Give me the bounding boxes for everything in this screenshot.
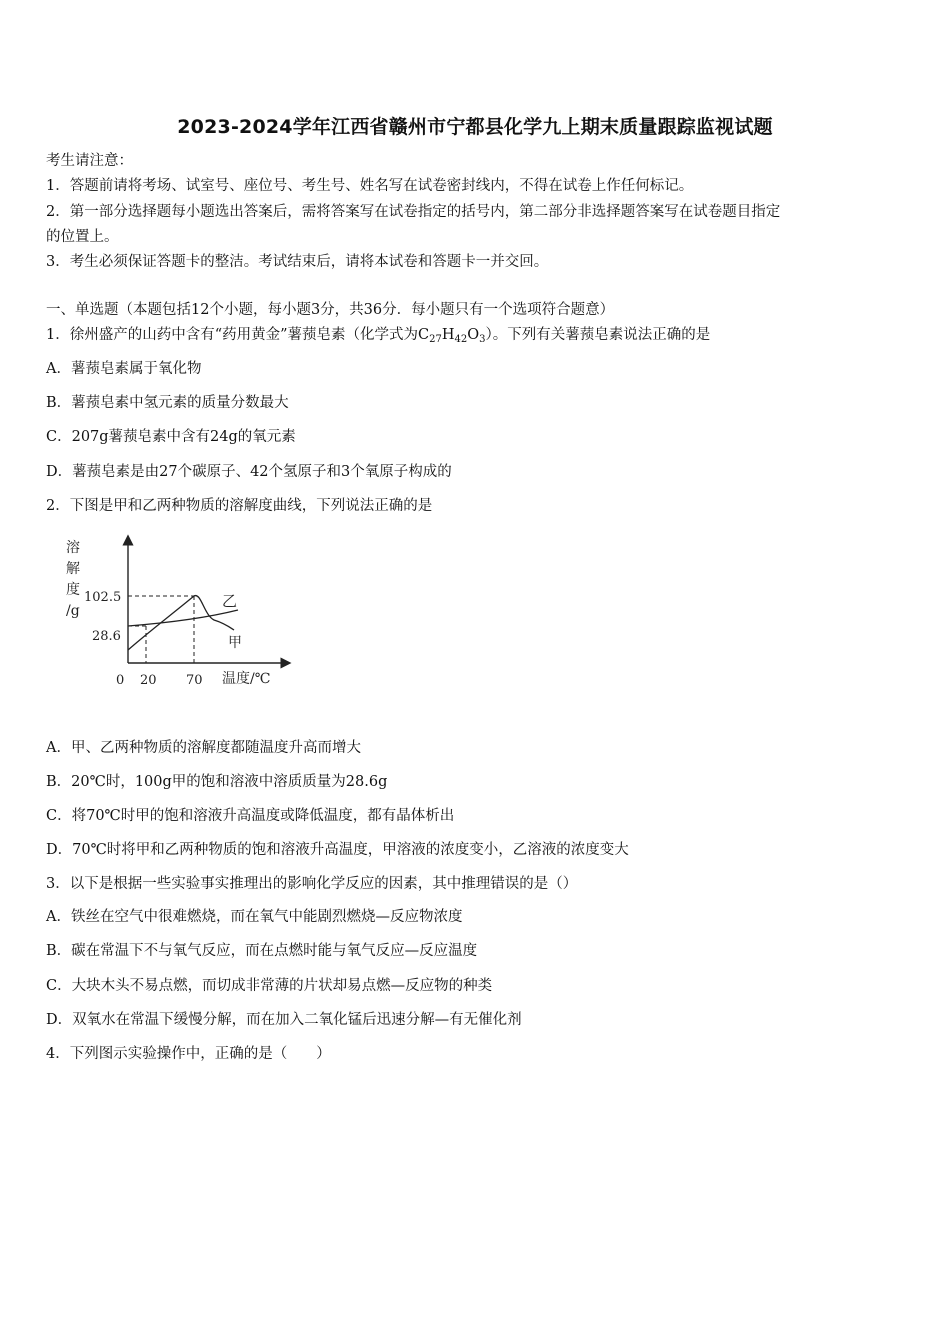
- y-tick-102-5: 102.5: [84, 590, 122, 605]
- notice-item: 3．考生必须保证答题卡的整洁。考试结束后，请将本试卷和答题卡一并交回。: [46, 254, 549, 270]
- question-1-option-b: B．薯蓣皂素中氢元素的质量分数最大: [46, 395, 289, 411]
- notice-item: 的位置上。: [46, 229, 119, 245]
- series-label-yi: 乙: [222, 592, 238, 610]
- question-2-option-a: A．甲、乙两种物质的溶解度都随温度升高而增大: [46, 740, 361, 756]
- question-1-stem-tail: ）。下列有关薯蓣皂素说法正确的是: [485, 327, 711, 343]
- formula-part: O: [467, 327, 480, 343]
- series-label-jia: 甲: [228, 635, 242, 651]
- x-axis-label: 温度/℃: [222, 671, 271, 687]
- x-tick-0: 0: [116, 673, 125, 688]
- question-2-option-c: C．将70℃时甲的饱和溶液升高温度或降低温度，都有晶体析出: [46, 808, 455, 824]
- question-2-option-b: B．20℃时，100g甲的饱和溶液中溶质质量为28.6g: [46, 774, 388, 790]
- y-tick-28-6: 28.6: [92, 629, 121, 644]
- notice-item: 1．答题前请将考场、试室号、座位号、考生号、姓名写在试卷密封线内，不得在试卷上作任何标记。: [46, 178, 694, 194]
- x-tick-20: 20: [140, 673, 157, 688]
- subscript: 27: [429, 334, 442, 345]
- question-2-stem: 2．下图是甲和乙两种物质的溶解度曲线，下列说法正确的是: [46, 498, 433, 514]
- question-3-option-d: D．双氧水在常温下缓慢分解，而在加入二氧化锰后迅速分解—有无催化剂: [46, 1012, 522, 1028]
- question-1-stem: [46, 323, 904, 349]
- question-3-stem: 3．以下是根据一些实验事实推理出的影响化学反应的因素，其中推理错误的是（）: [46, 876, 578, 892]
- question-3-option-c: C．大块木头不易点燃，而切成非常薄的片状却易点燃—反应物的种类: [46, 978, 493, 994]
- notice-item: 2．第一部分选择题每小题选出答案后，需将答案写在试卷指定的括号内，第二部分非选择题答案写在试卷题目指定: [46, 204, 781, 220]
- question-1-option-c: C．207g薯蓣皂素中含有24g的氧元素: [46, 429, 296, 445]
- subscript: 3: [479, 334, 486, 345]
- question-4-stem: 4．下列图示实验操作中，正确的是（ ）: [46, 1046, 331, 1062]
- formula-part: H: [441, 327, 455, 343]
- subscript: 42: [454, 334, 468, 345]
- solubility-chart: [56, 530, 296, 690]
- question-1-option-a: A．薯蓣皂素属于氧化物: [46, 361, 202, 377]
- y-axis-label-1: 溶: [66, 540, 80, 556]
- notice-heading: 考生请注意：: [46, 153, 133, 169]
- section-heading: 一、单选题（本题包括12个小题，每小题3分，共36分．每小题只有一个选项符合题意）: [46, 302, 615, 318]
- question-2-option-d: D．70℃时将甲和乙两种物质的饱和溶液升高温度，甲溶液的浓度变小，乙溶液的浓度变大: [46, 842, 629, 858]
- series-jia-curve: [128, 596, 234, 650]
- question-3-option-b: B．碳在常温下不与氧气反应，而在点燃时能与氧气反应—反应温度: [46, 943, 478, 959]
- x-tick-70: 70: [186, 673, 203, 688]
- question-1-stem-text: 1．徐州盛产的山药中含有“药用黄金”薯蓣皂素（化学式为C: [46, 327, 430, 343]
- question-1-option-d: D．薯蓣皂素是由27个碳原子、42个氢原子和3个氧原子构成的: [46, 464, 452, 480]
- question-3-option-a: A．铁丝在空气中很难燃烧，而在氧气中能剧烈燃烧—反应物浓度: [46, 909, 463, 925]
- y-axis-label-4: /g: [66, 603, 80, 619]
- series-yi-curve: [128, 610, 238, 626]
- y-axis-label-3: 度: [66, 582, 80, 598]
- exam-title: 2023-2024学年江西省赣州市宁都县化学九上期末质量跟踪监视试题: [177, 116, 773, 138]
- y-axis-label-2: 解: [66, 561, 80, 577]
